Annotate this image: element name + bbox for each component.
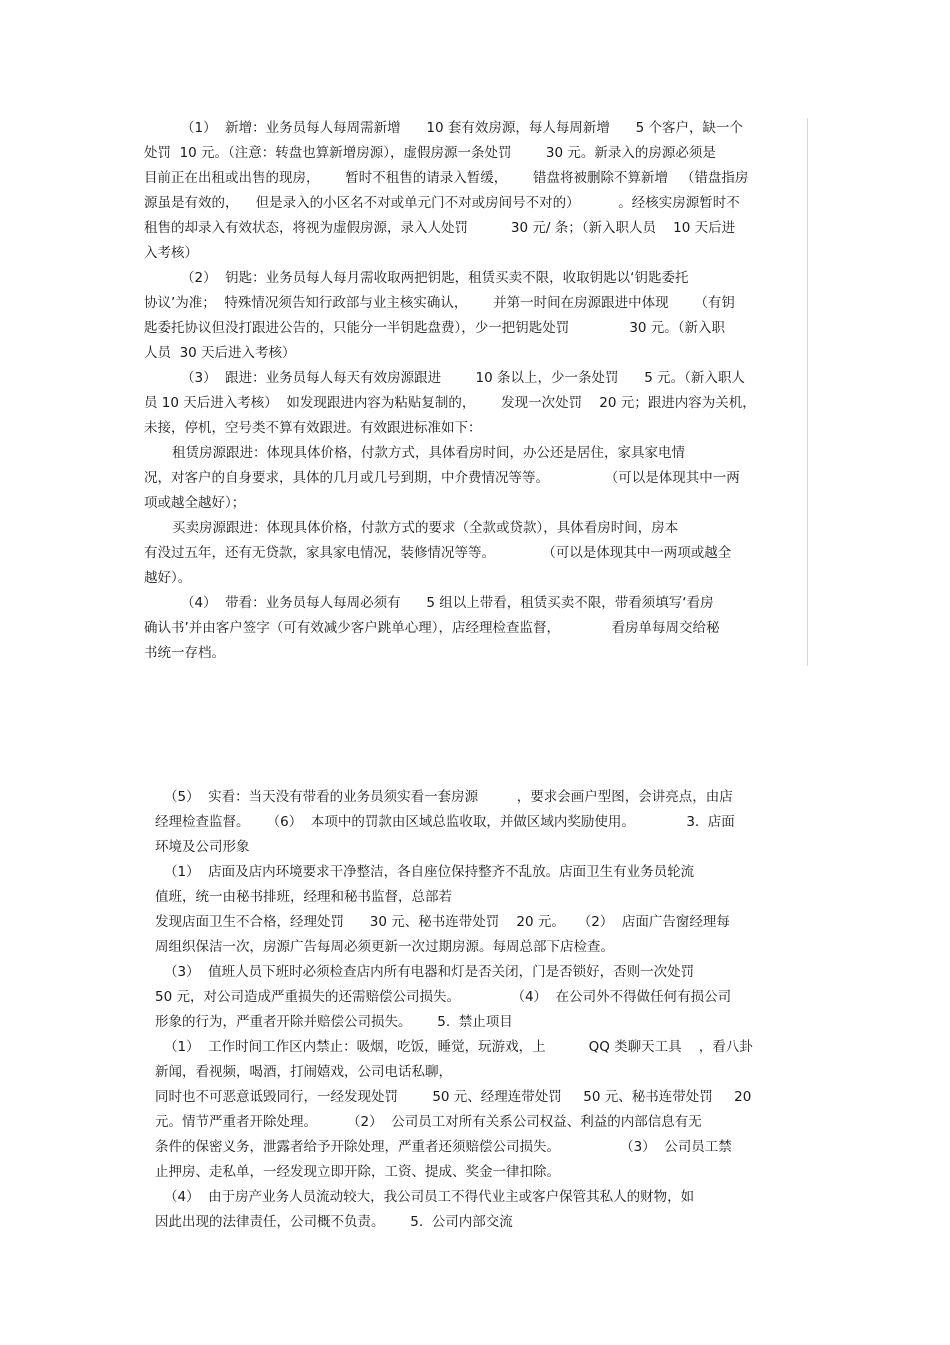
text-line: （2） 钥匙：业务员每人每月需收取两把钥匙，租赁买卖不限，收取钥匙以‘钥匙委托 — [181, 270, 689, 286]
text-line: （4） 带看：业务员每人每周必须有 5 组以上带看，租赁买卖不限，带看须填写‘看房 — [181, 595, 714, 611]
text-line: 止押房、走私单，一经发现立即开除，工资、提成、奖金一律扣除。 — [155, 1164, 560, 1180]
text-line: （3） 跟进：业务员每人每天有效房源跟进 10 条以上，少一条处罚 5 元。（新入职人 — [181, 370, 745, 386]
text-line: 越好）。 — [144, 570, 192, 586]
text-line: 人员 30 天后进入考核） — [144, 345, 296, 361]
text-line: 周组织保洁一次，房源广告每周必须更新一次过期房源。每周总部下店检查。 — [155, 939, 614, 955]
text-line: 项或越全越好）； — [144, 495, 246, 511]
text-line: 源虽是有效的， 但是录入的小区名不对或单元门不对或房间号不对的） 。经核实房源暂时不 — [144, 195, 740, 211]
text-line: 值班，统一由秘书排班，经理和秘书监督，总部若 — [155, 889, 452, 905]
document-section-2 — [0, 780, 950, 1240]
text-line: 况，对客户的自身要求，具体的几月或几号到期，中介费情况等等。 （可以是体现其中一两 — [144, 470, 740, 486]
text-line: 租售的却录入有效状态，将视为虚假房源，录入人处罚 30 元/ 条；（新入职人员 10 天后进 — [144, 220, 736, 236]
text-line: 新闻，看视频，喝酒，打闹嬉戏，公司电话私聊， — [155, 1064, 452, 1080]
text-line: 环境及公司形象 — [155, 839, 250, 855]
text-line: 确认书’并由客户签字（可有效减少客户跳单心理），店经理检查监督， 看房单每周交给秘 — [144, 620, 720, 636]
text-line: 协议’为准； 特殊情况须告知行政部与业主核实确认， 并第一时间在房源跟进中体现 （有钥 — [144, 295, 735, 311]
text-line: 形象的行为，严重者开除并赔偿公司损失。 5. 禁止项目 — [155, 1014, 513, 1030]
text-line: 员 10 天后进入考核） 如发现跟进内容为粘贴复制的， 发现一次处罚 20 元；跟进内容为关机， — [144, 395, 756, 411]
text-line: （1） 工作时间工作区内禁止：吸烟，吃饭，睡觉，玩游戏，上 QQ 类聊天工具 ，看八卦 — [164, 1039, 753, 1055]
text-line: 因此出现的法律责任，公司概不负责。 5. 公司内部交流 — [155, 1214, 513, 1230]
text-line: 元。情节严重者开除处理。 （2） 公司员工对所有关系公司权益、利益的内部信息有无 — [155, 1114, 702, 1130]
text-line: 租赁房源跟进：体现具体价格，付款方式，具体看房时间，办公还是居住，家具家电情 — [172, 445, 685, 461]
text-line: 条件的保密义务，泄露者给予开除处理，严重者还须赔偿公司损失。 （3） 公司员工禁 — [155, 1139, 732, 1155]
text-line: 未接，停机，空号类不算有效跟进。有效跟进标准如下： — [144, 420, 482, 436]
text-line: （1） 店面及店内环境要求干净整洁，各自座位保持整齐不乱放。店面卫生有业务员轮流 — [164, 864, 695, 880]
text-line: （4） 由于房产业务人员流动较大，我公司员工不得代业主或客户保管其私人的财物，如 — [164, 1189, 695, 1205]
text-line: 经理检查监督。 （6） 本项中的罚款由区域总监收取，并做区域内奖励使用。 3. 店面 — [155, 814, 735, 830]
page-edge-rule — [807, 118, 808, 666]
text-line: 目前正在出租或出售的现房， 暂时不租售的请录入暂缓， 错盘将被删除不算新增 （错盘指房 — [144, 170, 749, 186]
text-line: 发现店面卫生不合格，经理处罚 30 元、秘书连带处罚 20 元。 （2） 店面广告窗经理每 — [155, 914, 730, 930]
text-line: 处罚 10 元。（注意：转盘也算新增房源），虚假房源一条处罚 30 元。新录入的房源必须是 — [144, 145, 716, 161]
text-line: 同时也不可恶意诋毁同行，一经发现处罚 50 元、经理连带处罚 50 元、秘书连带处罚 20 — [155, 1089, 752, 1105]
text-line: （3） 值班人员下班时必须检查店内所有电器和灯是否关闭，门是否锁好，否则一次处罚 — [164, 964, 695, 980]
text-line: （1） 新增：业务员每人每周需新增 10 套有效房源，每人每周新增 5 个客户，缺一个 — [181, 120, 744, 136]
text-line: 书统一存档。 — [144, 645, 225, 661]
text-line: 买卖房源跟进：体现具体价格，付款方式的要求（全款或贷款），具体看房时间，房本 — [172, 520, 679, 536]
text-line: 50 元，对公司造成严重损失的还需赔偿公司损失。 （4） 在公司外不得做任何有损公司 — [155, 989, 732, 1005]
text-line: 匙委托协议但没打跟进公告的，只能分一半钥匙盘费），少一把钥匙处罚 30 元。（新入职 — [144, 320, 726, 336]
text-line: 入考核） — [144, 245, 198, 261]
text-line: （5） 实看：当天没有带看的业务员须实看一套房源 ，要求会画户型图，会讲亮点，由店 — [164, 789, 733, 805]
text-line: 有没过五年，还有无贷款，家具家电情况，装修情况等等。 （可以是体现其中一两项或越全 — [144, 545, 732, 561]
